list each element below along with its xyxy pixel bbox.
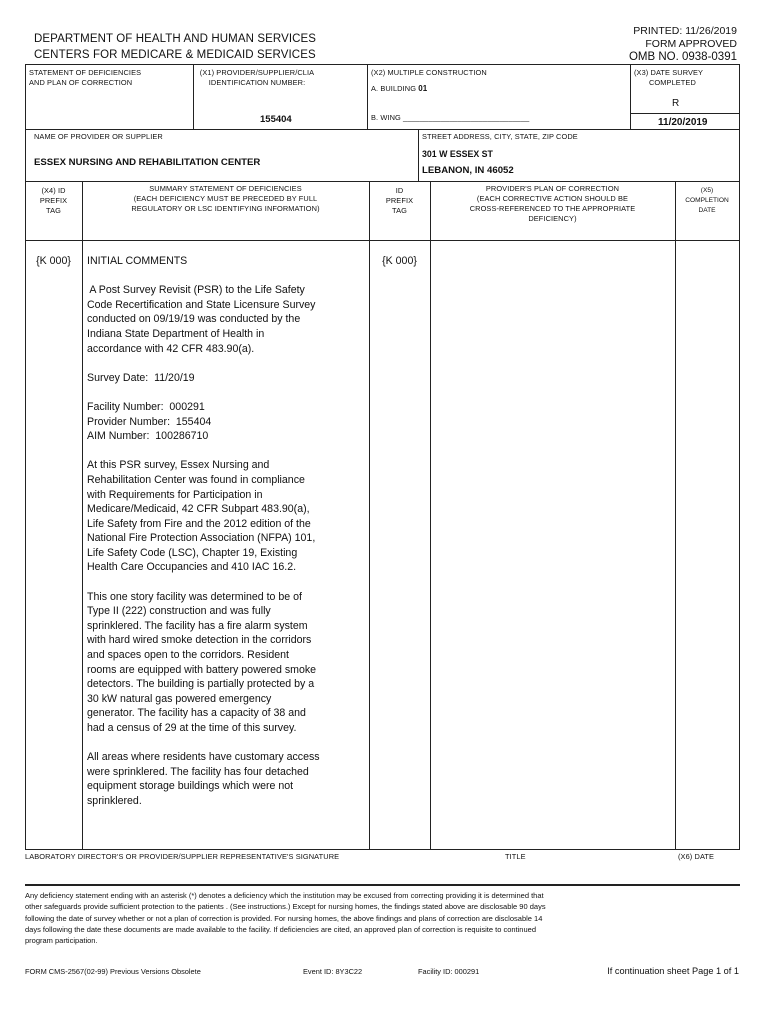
- x2-label: (X2) MULTIPLE CONSTRUCTION: [371, 68, 487, 77]
- page-indicator: If continuation sheet Page 1 of 1: [607, 966, 739, 976]
- col-divider: [418, 129, 419, 181]
- paragraph: A Post Survey Revisit (PSR) to the Life Safety Code Recertification and State Licensure Survey conducted on 09/19/19 was conducted by the Indiana State Department of Health in accordance with 42 CFR 483.90(a).: [87, 284, 316, 355]
- form-number: FORM CMS-2567(02-99) Previous Versions Obsolete: [25, 967, 201, 976]
- col-divider: [193, 64, 194, 129]
- provider-number: 155404: [260, 114, 292, 125]
- survey-completed-date: 11/20/2019: [658, 117, 708, 128]
- address-city: LEBANON, IN 46052: [422, 165, 514, 176]
- signature-bottom-border: [25, 884, 740, 886]
- col-divider: [367, 64, 368, 129]
- signature-label: LABORATORY DIRECTOR'S OR PROVIDER/SUPPLIER REPRESENTATIVE'S SIGNATURE: [25, 852, 340, 861]
- form-approved: FORM APPROVED: [645, 37, 737, 50]
- agency-header: [34, 32, 316, 63]
- address-label: STREET ADDRESS, CITY, STATE, ZIP CODE: [422, 132, 578, 141]
- provider-name-label: NAME OF PROVIDER OR SUPPLIER: [34, 132, 163, 141]
- title-label: TITLE: [505, 852, 526, 861]
- summary-body: [87, 254, 365, 823]
- plan-of-correction-header: PROVIDER'S PLAN OF CORRECTION (EACH CORRECTIVE ACTION SHOULD BE CROSS-REFERENCED TO THE APPROPRIATE DEFICIENCY): [469, 184, 636, 223]
- paragraph: Survey Date: 11/20/19: [87, 371, 195, 384]
- paragraph: All areas where residents have customary access were sprinklered. The facility has four detached equipment storage buildings which were not sprinklered.: [87, 751, 320, 807]
- col-divider: [82, 181, 83, 849]
- deficiency-tag-right: {K 000}: [382, 255, 417, 267]
- building-field: A. BUILDING 01: [371, 84, 428, 93]
- col-divider: [675, 181, 676, 849]
- survey-type: R: [672, 98, 680, 109]
- col-divider: [630, 64, 631, 129]
- statement-label: STATEMENT OF DEFICIENCIES AND PLAN OF CORRECTION: [29, 68, 142, 87]
- x3-divider: [630, 113, 739, 114]
- id-prefix-tag: ID PREFIX TAG: [385, 186, 414, 215]
- completion-date-header: (X5) COMPLETION DATE: [685, 187, 729, 214]
- event-id: Event ID: 8Y3C22: [303, 967, 363, 976]
- paragraph: This one story facility was determined to be of Type II (222) construction and was fully sprinklered. The facility has a fire alarm system with hard wired smoke detection in the corridors and spaces open to the corridors. Resident rooms are equipped with battery powered smoke detectors. The building is partially protected by a 30 kW natural gas powered emergency generator. The facility has a capacity of 38 and had a census of 29 at the time of this survey.: [87, 590, 317, 734]
- facility-id: Facility ID: 000291: [418, 967, 480, 976]
- disclosure-footnote: Any deficiency statement ending with an asterisk (*) denotes a deficiency which the institution may be excused from correcting providing it is determined that other safeguards provide sufficient protection to the patients . (See instructions.) Except for nursing homes, the findings stated above are disclosable 90 days following the date of survey whether or not a plan of correction is provided. For nursing homes, the above findings and plans of correction are disclosable 14 days following the date these documents are made available to the facility. If deficiencies are cited, an approved plan of correction is requisite to continued program participation.: [25, 891, 546, 946]
- signature-date-label: (X6) DATE: [678, 852, 715, 861]
- form-info: [629, 25, 737, 64]
- summary-statement-header: SUMMARY STATEMENT OF DEFICIENCIES (EACH DEFICIENCY MUST BE PRECEDED BY FULL REGULATORY OR LSC IDENTIFYING INFORMATION): [131, 184, 320, 213]
- address-street: 301 W ESSEX ST: [422, 149, 493, 159]
- table-right-border: [739, 64, 740, 849]
- paragraph: Facility Number: 000291 Provider Number: 155404 AIM Number: 100286710: [87, 400, 212, 443]
- x4-id-prefix-tag: (X4) ID PREFIX TAG: [39, 186, 68, 215]
- table-left-border: [25, 64, 26, 849]
- department-name: DEPARTMENT OF HEALTH AND HUMAN SERVICES: [34, 33, 317, 45]
- x1-label: (X1) PROVIDER/SUPPLIER/CLIA IDENTIFICATION NUMBER:: [199, 68, 315, 87]
- table-header-bottom: [25, 240, 740, 241]
- col-divider: [430, 181, 431, 849]
- wing-field: B. WING ______________________________: [371, 113, 530, 122]
- table-body-bottom: [25, 849, 740, 850]
- centers-name: CENTERS FOR MEDICARE & MEDICAID SERVICES: [34, 48, 316, 61]
- paragraph: At this PSR survey, Essex Nursing and Rehabilitation Center was found in compliance with Requirements for Participation in Medicare/Medicaid, 42 CFR Subpart 483.90(a), Life Safety from Fire and the 2012 edition of the National Fire Protection Association (NFPA) 101, Life Safety Code (LSC), Chapter 19, Existing Health Care Occupancies and 410 IAC 16.2.: [87, 459, 316, 574]
- provider-name: ESSEX NURSING AND REHABILITATION CENTER: [34, 157, 261, 168]
- printed-date: PRINTED: 11/26/2019: [633, 25, 737, 37]
- section-heading: INITIAL COMMENTS: [87, 255, 188, 267]
- x3-label: (X3) DATE SURVEY COMPLETED: [634, 68, 704, 87]
- deficiency-tag-left: {K 000}: [36, 255, 71, 267]
- table-row-divider: [25, 129, 740, 130]
- table-row-divider: [25, 181, 740, 182]
- table-top-border: [25, 64, 740, 65]
- omb-number: OMB NO. 0938-0391: [628, 51, 737, 63]
- col-divider: [369, 181, 370, 849]
